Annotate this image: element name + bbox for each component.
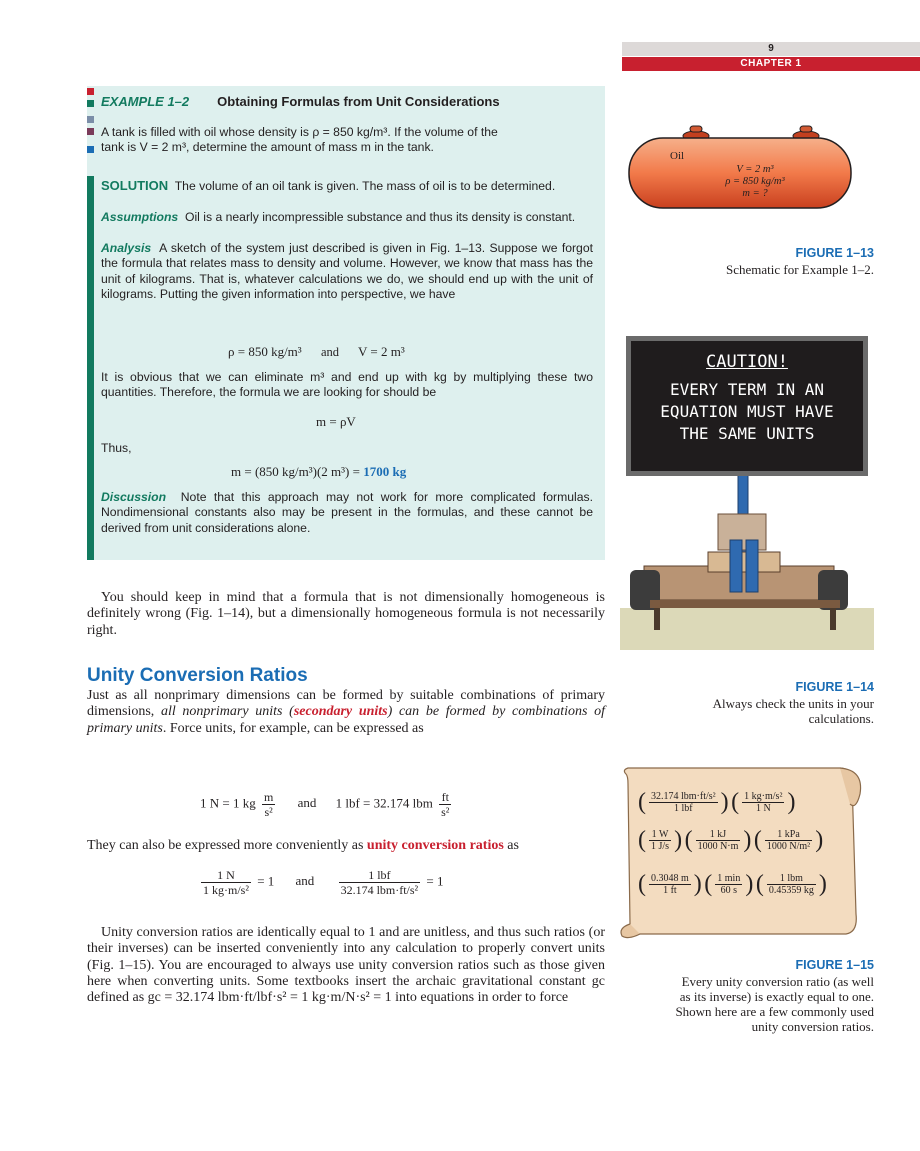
paragraph-3 (87, 838, 605, 854)
example-heading (101, 94, 500, 109)
fig15-caption-2: as its inverse) is exactly equal to one. (679, 989, 874, 1004)
example-solution (101, 178, 593, 194)
assumptions-label: Assumptions (101, 210, 179, 224)
figure-1-13-label: FIGURE 1–13 (795, 246, 874, 260)
eq1-right: V = 2 m³ (358, 344, 405, 359)
tank-density: ρ = 850 kg/m³ (725, 176, 785, 187)
figure-1-15-caption (675, 974, 874, 1034)
eq4-a-frac (262, 790, 275, 819)
marker-purple (87, 128, 94, 135)
fig15-caption-1: Every unity conversion ratio (as well (681, 974, 874, 989)
equation-5 (198, 868, 444, 897)
sign-title: CAUTION! (706, 352, 788, 372)
example-label: EXAMPLE 1–2 (101, 94, 190, 109)
para3-c: as (507, 838, 519, 853)
eq4-a-num: m (263, 790, 274, 804)
sign-text (631, 341, 863, 445)
eq5-eq2: = 1 (426, 873, 444, 889)
r3a-den: 1 ft (663, 884, 677, 896)
r1b-num: 1 kg·m/s² (744, 790, 783, 802)
tank-values (700, 164, 810, 200)
sign-line-3: THE SAME UNITS (679, 424, 815, 443)
eq3-result: 1700 kg (363, 464, 407, 479)
r1a-num: 32.174 lbm·ft/s² (651, 790, 716, 802)
solution-text: The volume of an oil tank is given. The mass of oil is to be determined. (174, 179, 556, 193)
sign-line-2: EQUATION MUST HAVE (660, 402, 834, 421)
example-thus: Thus, (101, 441, 132, 455)
eq4-b-frac (439, 790, 451, 819)
r2c-den: 1000 N/m² (766, 840, 811, 852)
r1a-den: 1 lbf (674, 802, 693, 814)
para2-e: . Force units, for example, can be expressed as (162, 720, 424, 736)
example-problem (101, 125, 593, 156)
scroll-row-3: ( $\frac{0.3048 m}{1 ft}$ ) ( $\frac{1 \min}{60 s}$ ) ( $\frac{\text{1 lbm}}{0.45359 kg}$ ) (638, 871, 827, 897)
eq4-and: and (297, 795, 317, 811)
example-title: Obtaining Formulas from Unit Considerations (217, 94, 500, 109)
r3c-den: 0.45359 kg (768, 884, 814, 896)
analysis-label: Analysis (101, 241, 152, 255)
eq4-b-den: s² (441, 805, 450, 819)
para2-b: all nonprimary units ( (160, 704, 294, 720)
marker-red (87, 88, 94, 95)
eq5-a-frac (201, 868, 251, 897)
eq5-and: and (295, 873, 315, 889)
tank-volume: V = 2 m³ (736, 164, 774, 175)
paragraph-4: Unity conversion ratios are identically equal to 1 and are unitless, and thus such ratios (or their inverses) can be inserted conveniently into any calculation to properly convert units (Fig. 1–15). You are encouraged to always use unity conversion ratios such as those given here when converting units. Some textbooks insert the archaic gravitational constant gc defined as gc = 32.174 lbm·ft/lbf·s² = 1 kg·m/N·s² = 1 into equations in order to force (87, 925, 605, 1006)
r3a-num: 0.3048 m (651, 872, 689, 884)
r2b-num: 1 kJ (696, 829, 741, 841)
tank-mass: m = ? (742, 188, 768, 199)
fig15-caption-3: Shown here are a few commonly used (675, 1004, 874, 1019)
eq5-a-den: 1 kg·m/s² (203, 883, 249, 897)
r2c-num: 1 kPa (765, 829, 812, 841)
para3-unity-conversion-ratios: unity conversion ratios (366, 838, 504, 853)
eq4-a: 1 N = 1 kg (200, 795, 256, 811)
eq3-left: m = (850 kg/m³)(2 m³) = (231, 464, 360, 479)
tank-oil-label: Oil (670, 150, 685, 162)
example-middle: It is obvious that we can eliminate m³ and end up with kg by multiplying these two quantities. Therefore, the formula we are looking for should be (101, 370, 593, 400)
fig15-caption-4: unity conversion ratios. (751, 1019, 874, 1034)
sign-line-1: EVERY TERM IN AN (669, 380, 825, 399)
marker-green (87, 100, 94, 107)
example-analysis (101, 241, 593, 303)
assumptions-text: Oil is a nearly incompressible substance and thus its density is constant. (184, 210, 576, 224)
figure-1-14-label: FIGURE 1–14 (795, 680, 874, 694)
para2-a: Just as all nonprimary dimensions can be formed by suitable combinations of primary dimensions, (87, 688, 605, 720)
r3c-num: 1 lbm (767, 873, 816, 885)
discussion-label: Discussion (101, 490, 167, 504)
para3-a: They can also be expressed more conveniently as (87, 838, 364, 853)
example-discussion (101, 490, 593, 536)
equation-2: m = ρV (316, 414, 356, 429)
r2a-num: 1 W (649, 829, 671, 841)
figure-1-15-label: FIGURE 1–15 (795, 958, 874, 972)
equation-1 (228, 344, 405, 360)
eq5-eq1: = 1 (257, 873, 275, 889)
scroll-row-1: ( $\frac{\text{32.174 lbm·ft/s²}}{\text{1 lbf}}$ ) ( $\frac{\text{1 kg·m/s²}}{1 N}$ ) (638, 789, 796, 815)
fig14-caption-2: calculations. (808, 711, 874, 726)
chapter-label: CHAPTER 1 (622, 57, 920, 71)
r1b-den: 1 N (755, 802, 771, 814)
eq1-and: and (320, 345, 340, 359)
eq5-a-num: 1 N (201, 868, 251, 883)
figure-1-14-caption (713, 696, 874, 726)
eq1-left: ρ = 850 kg/m³ (228, 344, 302, 359)
solution-label: SOLUTION (101, 178, 169, 193)
eq5-b-frac (339, 868, 421, 897)
scroll-row-2: ( $\frac{1 W}{1 J/s}$ ) ( $\frac{1 kJ}{1000 N\cdot m}$ ) ( $\frac{\text{1 kPa}}{\text{1000 N/m²}}$ ) (638, 827, 824, 853)
marker-blue (87, 146, 94, 153)
figure-1-13-caption: Schematic for Example 1–2. (725, 262, 874, 277)
eq5-b-den: 32.174 lbm·ft/s² (340, 883, 419, 897)
paragraph-2 (87, 688, 605, 737)
eq4-b-num: ft (439, 790, 451, 805)
page-number: 9 (622, 42, 920, 56)
equation-3 (231, 464, 406, 480)
r3b-num: 1 min (717, 872, 741, 884)
r3b-den: 60 s (720, 884, 738, 896)
discussion-text: Note that this approach may not work for more complicated formulas. Nondimensional constants also may be present in the formulas, and these cannot be derived from unit considerations alone. (101, 490, 593, 535)
para2-d: ) can be formed by combinations of primary units (87, 704, 606, 736)
problem-line-2: tank is V = 2 m³, determine the amount of mass m in the tank. (101, 140, 434, 155)
para2-secondary-units: secondary units (293, 704, 388, 720)
example-bar (87, 176, 94, 560)
r2b-den: 1000 N·m (697, 840, 739, 852)
example-assumptions (101, 210, 593, 225)
problem-line-1: A tank is filled with oil whose density is ρ = 850 kg/m³. If the volume of the (101, 125, 498, 139)
fig14-caption-1: Always check the units in your (712, 696, 874, 711)
eq4-a-den: s² (264, 805, 273, 819)
section-heading: Unity Conversion Ratios (87, 665, 308, 686)
eq4-b: 1 lbf = 32.174 lbm (335, 795, 433, 811)
paragraph-1: You should keep in mind that a formula that is not dimensionally homogeneous is definitely wrong (Fig. 1–14), but a dimensionally homogeneous formula is not necessarily right. (87, 590, 605, 638)
equation-4 (200, 790, 454, 819)
example-box (87, 86, 605, 560)
r2a-den: 1 J/s (651, 840, 670, 852)
analysis-text: A sketch of the system just described is given in Fig. 1–13. Suppose we forgot the formula that relates mass to density and volume. However, we know that mass has the unit of kilograms. That is, whatever calculations we do, we should end up with the unit of kilograms. Putting the given information into perspective, we have (101, 241, 593, 302)
marker-grey (87, 116, 94, 123)
eq5-b-num: 1 lbf (339, 868, 421, 883)
